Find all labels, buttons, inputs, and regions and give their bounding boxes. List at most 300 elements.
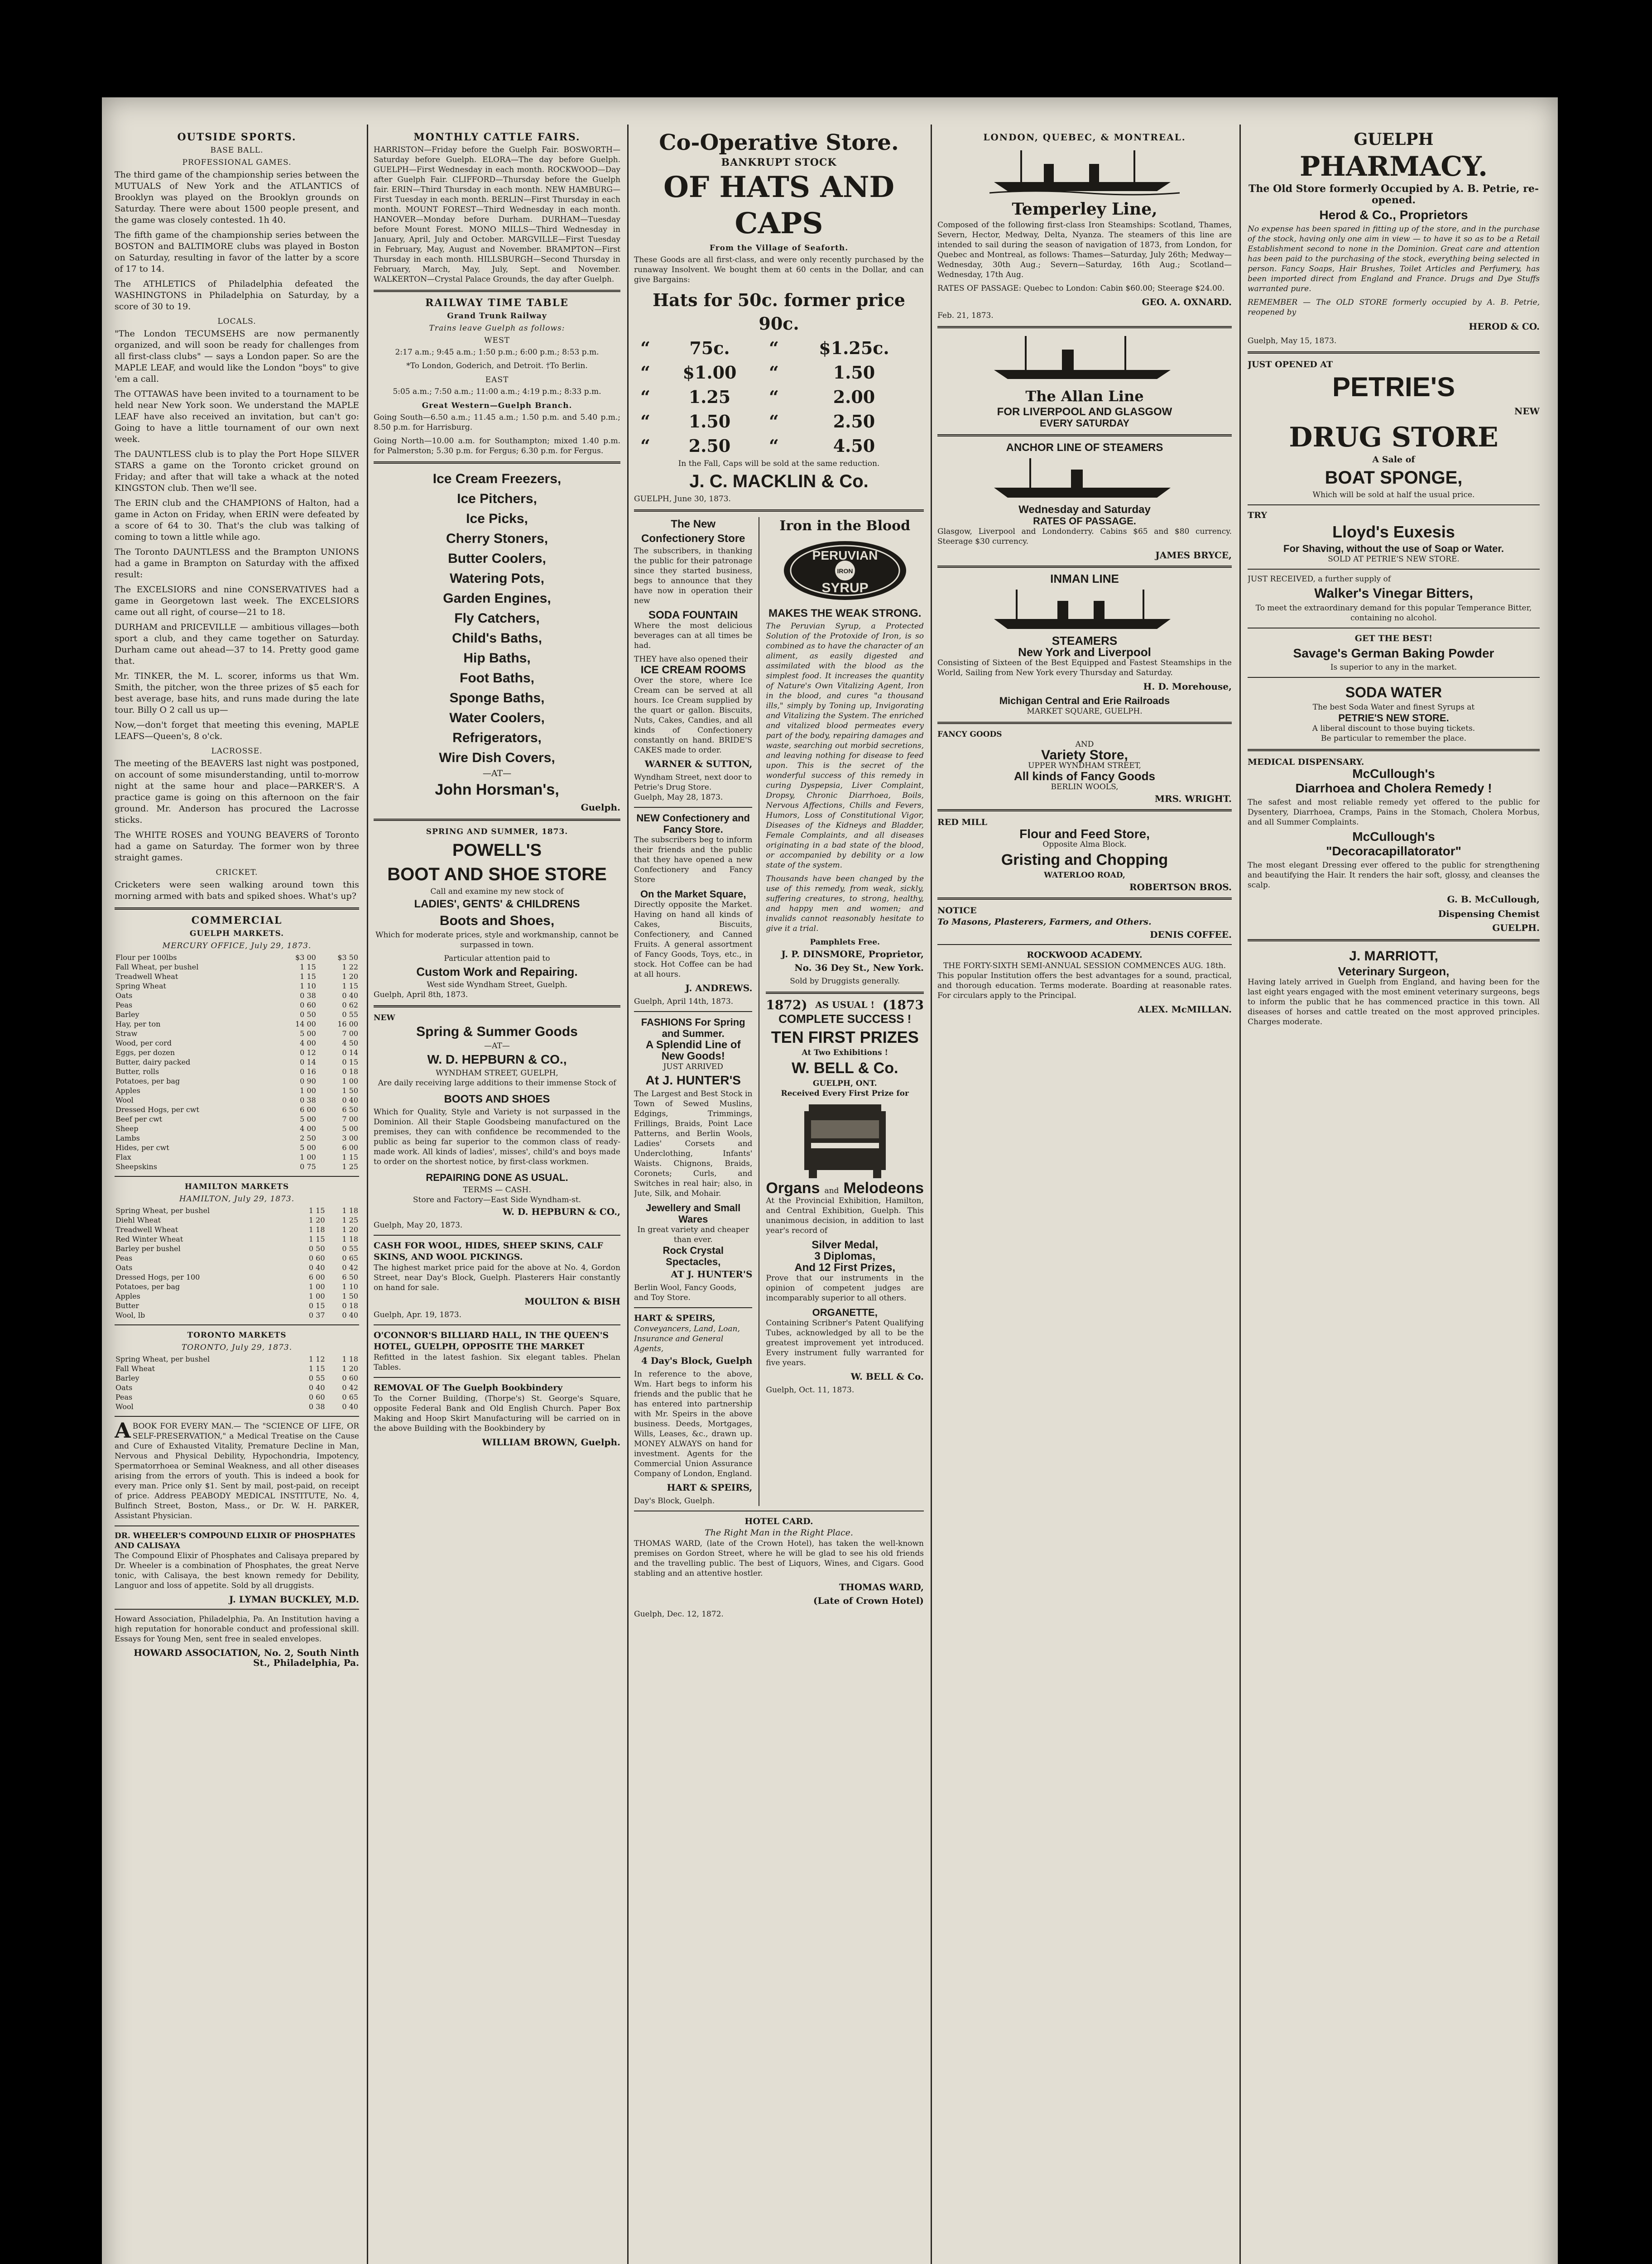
advert-signature: HEROD & CO. — [1469, 321, 1540, 332]
advert-address: UPPER WYNDHAM STREET, — [1028, 761, 1141, 770]
horsman-item-list — [374, 469, 620, 768]
advert-signature: MOULTON & BISH — [524, 1296, 620, 1307]
fairs-list: HARRISTON—Friday before the Guelph Fair. BOSWORTH—Saturday before Guelph. ELORA—The day before Guelph. GUELPH—First Wednesday in each month. ROCKWOOD—Day after Guelph Fair. CLIFFORD—Thursday before the Guelph fair. ERIN—Third Thursday in each month. NEW HAMBURG—First Tuesday in each month. BERLIN—First Thursday in each month. MOUNT FOREST—Third Wednesday in each month. HANOVER—Monday before Durham. DURHAM—Tuesday before Mount Forest. MONO MILLS—Third Wednesday in January, April, July and October. MARGVILLE—First Tuesday in February, May, August and November. BRAMPTON—First Thursday in each month. HILLSBURGH—Second Thursday in February, March, May, July, Sept. and November. WALKERTON—Crystal Palace Grounds, the day after Guelph. — [374, 145, 620, 284]
advert-town: Guelph. — [581, 802, 620, 813]
advert-text: At the Provincial Exhibition, Hamilton, and Central Exhibition, Guelph. This unanimous decision, in addition to last year's record of — [766, 1196, 924, 1235]
market-price: 0 50 — [308, 1244, 325, 1253]
remember-text: REMEMBER — The OLD STORE formerly occupied by A. B. Petrie, reopened by — [1248, 298, 1540, 317]
advert-signature: MRS. WRIGHT. — [1154, 793, 1232, 804]
advert-text: REPAIRING DONE AS USUAL. — [426, 1172, 568, 1183]
divider — [937, 326, 1232, 328]
price-cell: 75c. — [689, 338, 730, 358]
market-item: Potatoes, per bag — [115, 1077, 180, 1085]
advert-text: Is superior to any in the market. — [1330, 663, 1457, 672]
advert-text: To the Corner Building, (Thorpe's) St. George's Square, opposite Federal Bank and Old English Church. Paper Box Making and Hoop Skirt Manufacturing will be carried on in the above Building with the Bookbindery by — [374, 1394, 620, 1433]
market-price: 1 00 — [308, 1282, 325, 1291]
market-item: Fall Wheat, per bushel — [115, 963, 199, 971]
divider — [115, 907, 359, 910]
market-row — [115, 1373, 359, 1383]
price-cell: “ — [768, 387, 779, 407]
market-item: Beef per cwt — [115, 1115, 163, 1123]
article-paragraph: The WHITE ROSES and YOUNG BEAVERS of Toronto had a game on Saturday. The former won by three straight games. — [115, 830, 359, 863]
market-row — [115, 981, 359, 991]
market-row — [115, 1124, 359, 1133]
advert-text: BOOTS AND SHOES — [444, 1093, 550, 1105]
advert-text: BERLIN WOOLS, — [1051, 782, 1119, 791]
pharmacy-body: No expense has been spared in fitting up of the store, and in the purchase of the stock, having only one aim in view — to have it so as to be a Retail Establishment second to none in the Dominion. Great care and attention has been paid to the purchasing of the stock, everything being selected in person. Fancy Soaps, Hair Brushes, Toilet Articles and Perfumery, has been imported direct from England and France. Drugs and Dye Stuffs warranted pure. — [1248, 225, 1540, 293]
price-row — [635, 385, 923, 409]
market-item: Sheepskins — [115, 1162, 157, 1171]
decorator-title: "Decoracapillatorator" — [1326, 844, 1461, 858]
market-price: 0 40 — [342, 1402, 358, 1411]
direction-label: EAST — [485, 375, 509, 384]
advert-town: GUELPH. — [1492, 922, 1540, 933]
advert-date: Guelph, April 14th, 1873. — [634, 997, 734, 1006]
divider — [374, 290, 620, 292]
price-cell: “ — [640, 411, 650, 432]
temperley-line: Temperley Line, — [1012, 200, 1157, 219]
advert-signature: THOMAS WARD, — [839, 1582, 924, 1592]
first-prizes: And 12 First Prizes, — [794, 1262, 896, 1274]
peruvian-body: The Peruvian Syrup, a Protected Solution of the Protoxide of Iron, is so combined as to have the character of an aliment, as easily digested and assimilated with the blood as the simplest food. It increases the quantity of Nature's Own Vitalizing Agent, Iron in the blood, and cures "a thousand ills," simply by Toning up, Invigorating and Vitalizing the System. The enriched and vitalized blood permeates every part of the body, repairing damages and waste, searching out morbid secretions, and leaving nothing for disease to feed upon. This is the secret of the wonderful success of this remedy in curing Dyspepsia, Liver Complaint, Dropsy, Chronic Diarrhoea, Boils, Nervous Affections, Chills and Fevers, Humors, Loss of Constitutional Vigor, Diseases of the Kidneys and Bladder, Female Complaints, and all diseases originating in a bad state of the blood, or accompanied by debility or a low state of the system. — [766, 622, 924, 870]
divider — [766, 992, 924, 994]
walker-bitters: Walker's Vinegar Bitters, — [1314, 586, 1473, 601]
article-paragraph: DURHAM and PRICEVILLE — ambitious villages—both sport a club, and they came together on Saturday. Durham came out ahead—37 to 14. Pretty good game that. — [115, 622, 359, 666]
divider — [937, 722, 1232, 724]
market-item: Hides, per cwt — [115, 1143, 169, 1152]
divider — [634, 509, 924, 512]
advert-date: Guelph, Oct. 11, 1873. — [766, 1386, 855, 1395]
market-price: 1 20 — [342, 1364, 358, 1373]
market-item: Wool — [115, 1096, 134, 1104]
complete-success: COMPLETE SUCCESS ! — [778, 1012, 912, 1026]
market-price: 3 00 — [342, 1134, 358, 1142]
year-banner — [766, 999, 924, 1011]
get-best: GET THE BEST! — [1354, 633, 1433, 643]
market-row — [115, 1354, 359, 1364]
advert-text: Received Every First Prize for — [781, 1089, 909, 1098]
market-price: 1 15 — [342, 1153, 358, 1161]
market-price: 0 40 — [342, 991, 358, 1000]
divider — [634, 1307, 752, 1308]
advert-at: —AT— — [482, 768, 512, 778]
market-price: 4 00 — [300, 1039, 316, 1047]
market-price: 0 65 — [342, 1254, 358, 1262]
red-mill: RED MILL — [937, 817, 988, 827]
sale-of: A Sale of — [1372, 455, 1415, 465]
train-times: Going South—6.50 a.m.; 11.45 a.m.; 1.50 p.m. and 5.40 p.m.; 8.50 p.m. for Harrisburg. — [374, 413, 620, 432]
market-item: Flax — [115, 1153, 131, 1161]
market-item: Hay, per ton — [115, 1020, 161, 1028]
horsman-item: Sponge Baths, — [449, 691, 545, 705]
market-item: Barley per bushel — [115, 1244, 181, 1253]
jewellery-label: Jewellery and Small Wares — [646, 1202, 741, 1225]
advert-address: MARKET SQUARE, GUELPH. — [1027, 707, 1143, 716]
advert-signature: HOWARD ASSOCIATION, No. 2, South Ninth St., Philadelphia, Pa. — [134, 1647, 359, 1668]
market-row — [115, 1114, 359, 1124]
market-item: Butter — [115, 1301, 139, 1310]
market-row — [115, 953, 359, 962]
inman-line: INMAN LINE — [1050, 572, 1119, 585]
as-usual: AS USUAL ! — [815, 999, 875, 1010]
advert-text: Conveyancers, Land, Loan, Insurance and General Agents, — [634, 1324, 740, 1353]
price-cell: 4.50 — [833, 436, 875, 456]
advert-signature: G. B. McCullough, — [1447, 894, 1540, 905]
market-price: 0 38 — [300, 991, 316, 1000]
advert-signature: WARNER & SUTTON, — [644, 758, 753, 769]
bell-name: W. BELL & Co. — [791, 1060, 898, 1077]
market-item: Wool, lb — [115, 1311, 145, 1319]
market-row — [115, 1272, 359, 1282]
market-price: 1 15 — [342, 982, 358, 990]
fashions-title: FASHIONS For Spring and Summer. — [641, 1017, 745, 1039]
market-price: $3 50 — [337, 953, 358, 962]
coop-signature: J. C. MACKLIN & Co. — [689, 471, 869, 491]
article-paragraph: The Toronto DAUNTLESS and the Brampton UNIONS had a game in Brampton on Saturday with the affixed result: — [115, 547, 359, 580]
powell-name: POWELL'S — [452, 841, 542, 860]
allan-line: The Allan Line — [1025, 388, 1144, 405]
market-item: Red Winter Wheat — [115, 1235, 183, 1243]
peruvian-thousands: Thousands have been changed by the use of this remedy, from weak, sickly, suffering creatures, to strong, healthy, and happy men and women; and invalids cannot reasonably hesitate to give it a trial. — [766, 874, 924, 933]
allan-sub: FOR LIVERPOOL AND GLASGOW — [997, 406, 1172, 418]
market-price: 1 15 — [300, 963, 316, 971]
market-item: Fall Wheat — [115, 1364, 155, 1373]
market-row — [115, 1152, 359, 1162]
market-price: 1 00 — [300, 1153, 316, 1161]
market-price: 6 00 — [308, 1273, 325, 1281]
hotel-card: HOTEL CARD. — [744, 1516, 813, 1526]
advert-date: Guelph, April 8th, 1873. — [374, 990, 468, 999]
market-row — [115, 1402, 359, 1411]
mccullough-label: McCullough's — [1352, 830, 1435, 844]
market-price: 0 60 — [308, 1254, 325, 1262]
divider — [115, 1416, 359, 1417]
market-row — [115, 1000, 359, 1010]
market-price: 1 18 — [342, 1355, 358, 1363]
market-row — [115, 1010, 359, 1019]
market-price: 5 00 — [300, 1029, 316, 1038]
advert-text: Store and Factory—East Side Wyndham-st. — [413, 1195, 581, 1204]
market-item: Oats — [115, 1383, 133, 1392]
horsman-name: John Horsman's, — [435, 781, 559, 798]
market-row — [115, 1253, 359, 1263]
divider — [634, 1011, 752, 1012]
advert-text: To meet the extraordinary demand for this popular Temperance Bitter, containing no alcohol. — [1255, 604, 1532, 623]
advert-text: Having lately arrived in Guelph from England, and having been for the last eight years engaged with the most eminent veterinary surgeons, begs to inform the public that he has commenced practice in this town. All diseases of horses and cattle treated on the most approved principles. Charges moderate. — [1248, 978, 1540, 1026]
market-price: 4 50 — [342, 1039, 358, 1047]
divider — [1248, 351, 1540, 354]
subheading: LOCALS. — [217, 317, 256, 326]
advert-date: Guelph, Dec. 12, 1872. — [634, 1610, 724, 1619]
market-price: 7 00 — [342, 1115, 358, 1123]
market-row — [115, 962, 359, 972]
masons: To Masons, Plasterers, Farmers, and Others. — [937, 917, 1152, 927]
advert-signature: DENIS COFFEE. — [1150, 929, 1232, 940]
advert-text: In great variety and cheaper than ever. — [637, 1225, 749, 1244]
fancy-goods-line: All kinds of Fancy Goods — [1013, 769, 1156, 783]
price-cell: 1.50 — [688, 411, 731, 432]
market-row — [115, 1206, 359, 1215]
section-heading: LONDON, QUEBEC, & MONTREAL. — [983, 132, 1186, 143]
divider — [937, 434, 1232, 436]
train-times: 5:05 a.m.; 7:50 a.m.; 11:00 a.m.; 4:19 p.m.; 8:33 p.m. — [393, 387, 601, 396]
advert-address: WYNDHAM STREET, GUELPH, — [436, 1069, 558, 1078]
divider — [374, 1324, 620, 1325]
inman-steamers: STEAMERS — [1052, 634, 1118, 648]
divider — [937, 897, 1232, 900]
market-price: 1 15 — [308, 1206, 325, 1215]
column-rule — [627, 125, 629, 2264]
market-price: 0 55 — [342, 1244, 358, 1253]
article-paragraph: The ERIN club and the CHAMPIONS of Halton, had a game in Acton on Friday, when ERIN were defeated by a score of 64 to 30. That's the club was talking of coming to town a little while ago. — [115, 498, 359, 542]
price-cell: “ — [768, 411, 779, 432]
coop-title: Co-Operative Store. — [659, 130, 899, 155]
advert-signature: GEO. A. OXNARD. — [1142, 297, 1232, 307]
advert-text: At Two Exhibitions ! — [802, 1048, 888, 1057]
market-row — [115, 1095, 359, 1105]
market-price: 0 18 — [342, 1067, 358, 1076]
price-cell: 2.50 — [688, 436, 731, 456]
advert-date: Guelph, Apr. 19, 1873. — [374, 1310, 461, 1319]
coop-bankrupt: BANKRUPT STOCK — [721, 157, 837, 168]
advert-text: RATES OF PASSAGE: Quebec to London: Cabin $60.00; Steerage $24.00. — [937, 284, 1225, 293]
inman-route: New York and Liverpool — [1018, 645, 1151, 659]
market-item: Peas — [115, 1254, 133, 1262]
steamship-illustration — [989, 456, 1180, 501]
advert-text: Glasgow, Liverpool and Londonderry. Cabins $65 and $80 currency. Steerage $30 currency. — [937, 527, 1232, 546]
market-price: 1 22 — [342, 963, 358, 971]
market-price: 1 18 — [342, 1235, 358, 1243]
article-paragraph: The DAUNTLESS club is to play the Port Hope SILVER STARS a game on the Toronto cricket ground on Friday; and after that will take a whack at the noted KINGSTON club. Then we'll see. — [115, 449, 359, 493]
market-square-label: On the Market Square, — [640, 888, 746, 900]
advert-text: Are daily receiving large additions to their immense Stock of — [378, 1079, 616, 1088]
market-price: $3 00 — [295, 953, 316, 962]
column-outside-sports — [115, 129, 359, 2264]
market-price: 0 42 — [342, 1383, 358, 1392]
market-item: Treadwell Wheat — [115, 972, 178, 981]
column-rule — [1239, 125, 1241, 2264]
advert-date: Guelph, May 20, 1873. — [374, 1221, 463, 1230]
market-price: 0 60 — [342, 1374, 358, 1382]
rock-crystal-label: Rock Crystal Spectacles, — [663, 1245, 724, 1267]
market-price: 0 55 — [342, 1010, 358, 1019]
market-item: Lambs — [115, 1134, 140, 1142]
market-price: 1 10 — [342, 1282, 358, 1291]
railway-note: Trains leave Guelph as follows: — [429, 324, 565, 333]
advert-text: THEY have also opened their — [634, 655, 748, 664]
divider — [374, 1377, 620, 1378]
horsman-item: Ice Picks, — [466, 511, 528, 526]
direction-label: WEST — [484, 336, 510, 345]
savage-powder: Savage's German Baking Powder — [1293, 646, 1494, 660]
organs-melodeons — [766, 1180, 924, 1197]
market-price: 16 00 — [337, 1020, 358, 1028]
market-row — [115, 1086, 359, 1095]
market-price: 0 42 — [342, 1263, 358, 1272]
fancy-goods: FANCY GOODS — [937, 730, 1002, 739]
divider — [937, 566, 1232, 568]
article-paragraph: The EXCELSIORS and nine CONSERVATIVES had a game in Georgetown last week. The EXCELSIORS came out all right, of course—21 to 18. — [115, 585, 359, 617]
advert-text: Composed of the following first-class Iron Steamships: Scotland, Thames, Severn, Hector, Medway, Delta, Nyanza. The steamers of this line are intended to sail during the season of navigation of 1873, from London, for Quebec and Montreal, as follows: Thames—Saturday, July 26th; Medway—Wednesday, 30th Aug.; Severn—Saturday, 16th Aug.; Scotland—Wednesday, 17th Aug. — [937, 221, 1232, 279]
market-row — [115, 1067, 359, 1076]
pharmacy-title: PHARMACY. — [1300, 151, 1488, 182]
price-cell: “ — [768, 338, 779, 358]
price-cell: 1.50 — [833, 362, 875, 383]
article-paragraph: Mr. TINKER, the M. L. scorer, informs us that Wm. Smith, the pitcher, won the three prizes of $5 each for best average, base hits, and runs made during the late tour. Billy O 2 call us up— — [115, 671, 359, 715]
column-3b — [766, 517, 924, 1506]
market-row — [115, 991, 359, 1000]
peruvian-syrup-logo — [782, 539, 908, 602]
year-left: 1872) — [766, 998, 807, 1012]
new-label: NEW — [1514, 406, 1540, 417]
divider — [634, 807, 752, 808]
cash-wool-heading: CASH FOR WOOL, HIDES, SHEEP SKINS, CALF SKINS, AND WOOL PICKINGS. — [374, 1241, 603, 1262]
market-item: Sheep — [115, 1124, 139, 1133]
toronto-market-table — [115, 1354, 359, 1411]
horsman-item: Foot Baths, — [460, 671, 534, 686]
market-price: 4 00 — [300, 1124, 316, 1133]
advert-text: Dispensing Chemist — [1438, 908, 1540, 919]
column-cattle-fairs — [374, 129, 620, 2264]
hepburn-title: Spring & Summer Goods — [416, 1024, 578, 1039]
coop-big-title: OF HATS AND CAPS — [663, 170, 894, 240]
market-row — [115, 1143, 359, 1152]
hart-title: HART & SPEIRS, — [634, 1313, 716, 1323]
organs-label: Organs — [766, 1180, 820, 1197]
market-price: 0 16 — [300, 1067, 316, 1076]
article-paragraph: The OTTAWAS have been invited to a tournament to be held near New York soon. We understand the MAPLE LEAF have also received an invitation, but can't go: Going to have a little tournament of our own next week. — [115, 389, 359, 444]
advert-text: Consisting of Sixteen of the Best Equipped and Fastest Steamships in the World, Sailing from New York every Thursday and Saturday. — [937, 658, 1232, 677]
subheading: CRICKET. — [216, 868, 258, 877]
horsman-item: Refrigerators, — [452, 730, 542, 745]
market-price: 2 50 — [300, 1134, 316, 1142]
anchor-days: Wednesday and Saturday — [1018, 504, 1151, 516]
advert-signature: JAMES BRYCE, — [1155, 550, 1232, 561]
variety-store: Variety Store, — [1041, 748, 1128, 763]
market-price: 0 40 — [308, 1263, 325, 1272]
divider — [115, 1176, 359, 1177]
market-item: Dressed Hogs, per cwt — [115, 1105, 199, 1114]
market-row — [115, 1105, 359, 1114]
market-item: Oats — [115, 991, 133, 1000]
gristing-chopping: Gristing and Chopping — [1001, 851, 1168, 868]
price-cell: $1.25c. — [819, 338, 889, 358]
market-item: Dressed Hogs, per 100 — [115, 1273, 200, 1281]
medical-dispensary: MEDICAL DISPENSARY. — [1248, 757, 1364, 767]
price-row — [635, 336, 923, 360]
market-price: 0 40 — [342, 1311, 358, 1319]
market-row — [115, 1133, 359, 1143]
column-co-operative — [634, 129, 924, 2264]
advert-text: These Goods are all first-class, and were only recently purchased by the runaway Insolvent. We bought them at 60 cents in the Dollar, and can give Bargains: — [634, 255, 924, 284]
market-row — [115, 1162, 359, 1171]
logo-text-syrup: SYRUP — [821, 580, 869, 595]
newspaper-page — [102, 97, 1558, 2264]
advert-text: (Late of Crown Hotel) — [813, 1595, 924, 1606]
market-price: 0 62 — [342, 1001, 358, 1009]
flour-feed: Flour and Feed Store, — [1019, 827, 1150, 841]
market-heading: TORONTO MARKETS — [187, 1331, 287, 1340]
train-note: *To London, Goderich, and Detroit. †To Berlin. — [406, 361, 588, 370]
horsman-item: Wire Dish Covers, — [439, 750, 555, 765]
price-cell: “ — [640, 338, 650, 358]
market-price: 1 00 — [308, 1292, 325, 1300]
wheeler-advert-body: The Compound Elixir of Phosphates and Calisaya prepared by Dr. Wheeler is a combination of Phosphates, the great Nerve tonic, with Calisaya, the best known remedy for Debility, Languor and loss of appetite. Sold by all druggists. — [115, 1551, 359, 1590]
divider — [374, 1235, 620, 1236]
advert-text: Containing Scribner's Patent Qualifying Tubes, acknowledged by all to be the greatest improvement yet introduced. Every instrument fully warranted for five years. — [766, 1319, 924, 1367]
market-item: Butter, dairy packed — [115, 1058, 191, 1066]
market-price: 1 10 — [300, 982, 316, 990]
divider — [374, 461, 620, 464]
market-price: 1 25 — [342, 1216, 358, 1224]
horsman-item: Hip Baths, — [463, 651, 531, 666]
advert-text: Sold by Druggists generally. — [790, 977, 900, 986]
market-item: Spring Wheat, per bushel — [115, 1355, 210, 1363]
price-cell: 2.00 — [833, 387, 875, 407]
divider — [115, 1324, 359, 1325]
price-cell: “ — [768, 362, 779, 383]
market-price: 1 12 — [308, 1355, 325, 1363]
advert-address: Berlin Wool, Fancy Goods, and Toy Store. — [634, 1283, 737, 1302]
advert-text: The best Soda Water and finest Syrups at — [1312, 703, 1475, 712]
commercial-heading: COMMERCIAL — [191, 915, 283, 926]
advert-signature: W. BELL & Co. — [850, 1371, 924, 1382]
weak-strong: MAKES THE WEAK STRONG. — [768, 607, 922, 619]
article-paragraph: Cricketers were seen walking around town this morning armed with bats and spiked shoes. What's up? — [115, 880, 359, 901]
price-cell: 1.25 — [688, 387, 731, 407]
drug-store-title: DRUG STORE — [1289, 422, 1498, 453]
market-price: 14 00 — [295, 1020, 316, 1028]
diarrhoea-remedy: Diarrhoea and Cholera Remedy ! — [1295, 781, 1492, 795]
howard-advert: Howard Association, Philadelphia, Pa. An Institution having a high reputation for honorable conduct and professional skill. Essays for Young Men, sent free in sealed envelopes. — [115, 1615, 359, 1644]
rockwood-sub: THE FORTY-SIXTH SEMI-ANNUAL SESSION COMMENCES AUG. 18th. — [943, 961, 1226, 970]
advert-text: THOMAS WARD, (late of the Crown Hotel), has taken the well-known premises on Gordon Street, where he will be glad to see his old friends and the travelling public. The best of Liquors, Wines, and Cigars. Good stabling and an attentive hostler. — [634, 1539, 924, 1578]
advert-signature: J. P. DINSMORE, Proprietor, — [781, 949, 924, 959]
market-price: 0 37 — [308, 1311, 325, 1319]
price-cell: “ — [640, 362, 650, 383]
market-item: Butter, rolls — [115, 1067, 159, 1076]
railway-subheading: Great Western—Guelph Branch. — [422, 401, 572, 410]
advert-text: Particular attention paid to — [444, 954, 550, 963]
allan-saturday: EVERY SATURDAY — [1039, 417, 1130, 429]
removal-heading: REMOVAL OF The Guelph Bookbindery — [374, 1383, 563, 1393]
market-price: 1 18 — [308, 1225, 325, 1234]
advert-text: Prove that our instruments in the opinion of competent judges are incomparably superior to all others. — [766, 1274, 924, 1303]
market-item: Treadwell Wheat — [115, 1225, 178, 1234]
advert-signature: J. LYMAN BUCKLEY, M.D. — [229, 1594, 359, 1605]
market-price: 1 15 — [300, 972, 316, 981]
market-item: Straw — [115, 1029, 138, 1038]
organ-illustration — [795, 1102, 895, 1179]
shaving-text: For Shaving, without the use of Soap or Water. — [1283, 543, 1504, 554]
market-row — [115, 1029, 359, 1038]
advert-signature: HART & SPEIRS, — [667, 1482, 753, 1493]
advert-address: GUELPH, ONT. — [812, 1079, 877, 1088]
market-row — [115, 1038, 359, 1048]
market-price: 5 00 — [342, 1124, 358, 1133]
price-cell: “ — [768, 436, 779, 456]
market-row — [115, 1291, 359, 1301]
advert-signature: AT J. HUNTER'S — [671, 1269, 753, 1280]
horsman-item: Fly Catchers, — [454, 611, 540, 626]
coop-from: From the Village of Seaforth. — [709, 244, 849, 253]
market-price: 0 12 — [300, 1048, 316, 1057]
market-row — [115, 1019, 359, 1029]
advert-text: Which for Quality, Style and Variety is not surpassed in the Dominion. All their Staple Goodsbeing manufactured on the premises, they can with confidence be recommended to the public as being far superior to the common class of ready-made work. All kinds of ladies', misses', child's and boys made to order on the shortest notice, by first-class workmen. — [374, 1108, 620, 1166]
divider — [937, 809, 1232, 811]
advert-date: GUELPH, June 30, 1873. — [634, 494, 731, 504]
price-cell: $1.00 — [682, 362, 737, 383]
